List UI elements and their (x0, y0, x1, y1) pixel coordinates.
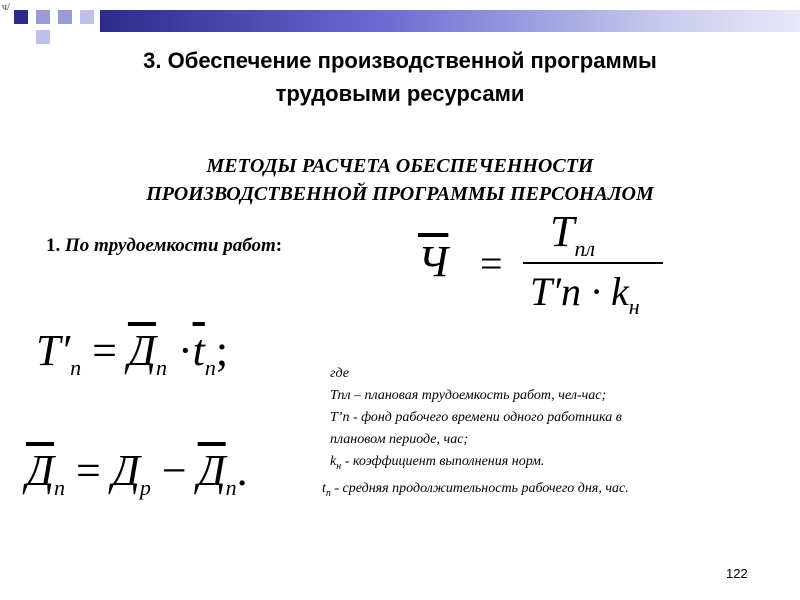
slide-subtitle (0, 152, 800, 208)
notes-line: Тпл – плановая трудоемкость работ, чел-час; (330, 388, 607, 403)
slide-subtitle-line: МЕТОДЫ РАСЧЕТА ОБЕСПЕЧЕННОСТИ (206, 155, 594, 177)
notes-line: Т’п - фонд рабочего времени одного работника в (330, 410, 622, 425)
formula-tn-lhs: T′ (36, 326, 71, 375)
deco-square-light (36, 30, 50, 44)
formula-tn-dot: · (177, 326, 193, 375)
formula-lhs: Ч (418, 237, 449, 286)
notes-line: плановом периоде, час; (330, 432, 469, 447)
formula-dn-equals: = (76, 446, 101, 495)
notes-where: где (330, 366, 349, 381)
formula-dn-calendar-sub: p (139, 474, 151, 500)
notes-line (330, 451, 629, 478)
formula-tn-hours: $\overline{t}$ (192, 326, 205, 375)
formula-dn-end: . (236, 446, 248, 495)
slide-subtitle-line: ПРОИЗВОДСТВЕННОЙ ПРОГРАММЫ ПЕРСОНАЛОМ (146, 183, 654, 205)
deco-square-light (80, 10, 94, 24)
notes-var: k (330, 454, 337, 469)
corner-mark: ч/ (2, 2, 10, 13)
formula-equals: = (480, 241, 503, 286)
numerator-sub: пл (574, 235, 596, 261)
formula-denominator (530, 268, 640, 320)
notes-var-sub: н (336, 460, 342, 472)
notes-var-sub: n (325, 487, 331, 499)
deco-square-dark (14, 10, 28, 24)
denominator-symbol: T′n · k (530, 269, 629, 314)
numerator-symbol: T (550, 207, 575, 256)
formula-tn-equals: = (92, 326, 117, 375)
method-colon: : (275, 235, 283, 256)
header-bar (100, 10, 800, 32)
formula-tn-days-sub: n (155, 354, 167, 380)
method-text: По трудоемкости работ (65, 235, 276, 256)
deco-square-light (36, 10, 50, 24)
slide-title (0, 44, 800, 110)
slide-title-line: 3. Обеспечение производственной программы (143, 48, 657, 73)
formula-dn-minus: − (161, 446, 187, 495)
fraction-line (523, 262, 663, 264)
formula-numerator (550, 206, 595, 262)
formula-dn-days: Д (197, 446, 226, 495)
method-number: 1. (46, 235, 61, 256)
formula-headcount (418, 207, 678, 330)
notes-text: - средняя продолжительность рабочего дня, час. (330, 480, 629, 496)
formula-tn-lhs-sub: n (70, 354, 82, 380)
deco-square-light (58, 10, 72, 24)
formula-dn-lhs: Д (26, 446, 54, 495)
denominator-sub: н (628, 294, 640, 319)
formula-dn-lhs-sub: n (54, 474, 65, 500)
page-number: 122 (726, 566, 748, 581)
formula-tn-end: ; (215, 326, 229, 375)
formula-tn-hours-sub: n (204, 354, 216, 380)
formula-tn-days: Д (127, 326, 156, 375)
slide-title-line: трудовыми ресурсами (275, 81, 525, 106)
formula-work-time (36, 325, 228, 381)
formula-dn-days-sub: n (225, 474, 237, 500)
notes-var: t (322, 480, 326, 496)
formula-dn-calendar: Д (111, 446, 140, 495)
formula-work-days (26, 445, 248, 501)
notes-line (322, 478, 629, 505)
notes-text: - коэффициент выполнения норм. (341, 454, 545, 469)
method-label (46, 235, 282, 257)
legend-notes (322, 363, 629, 505)
